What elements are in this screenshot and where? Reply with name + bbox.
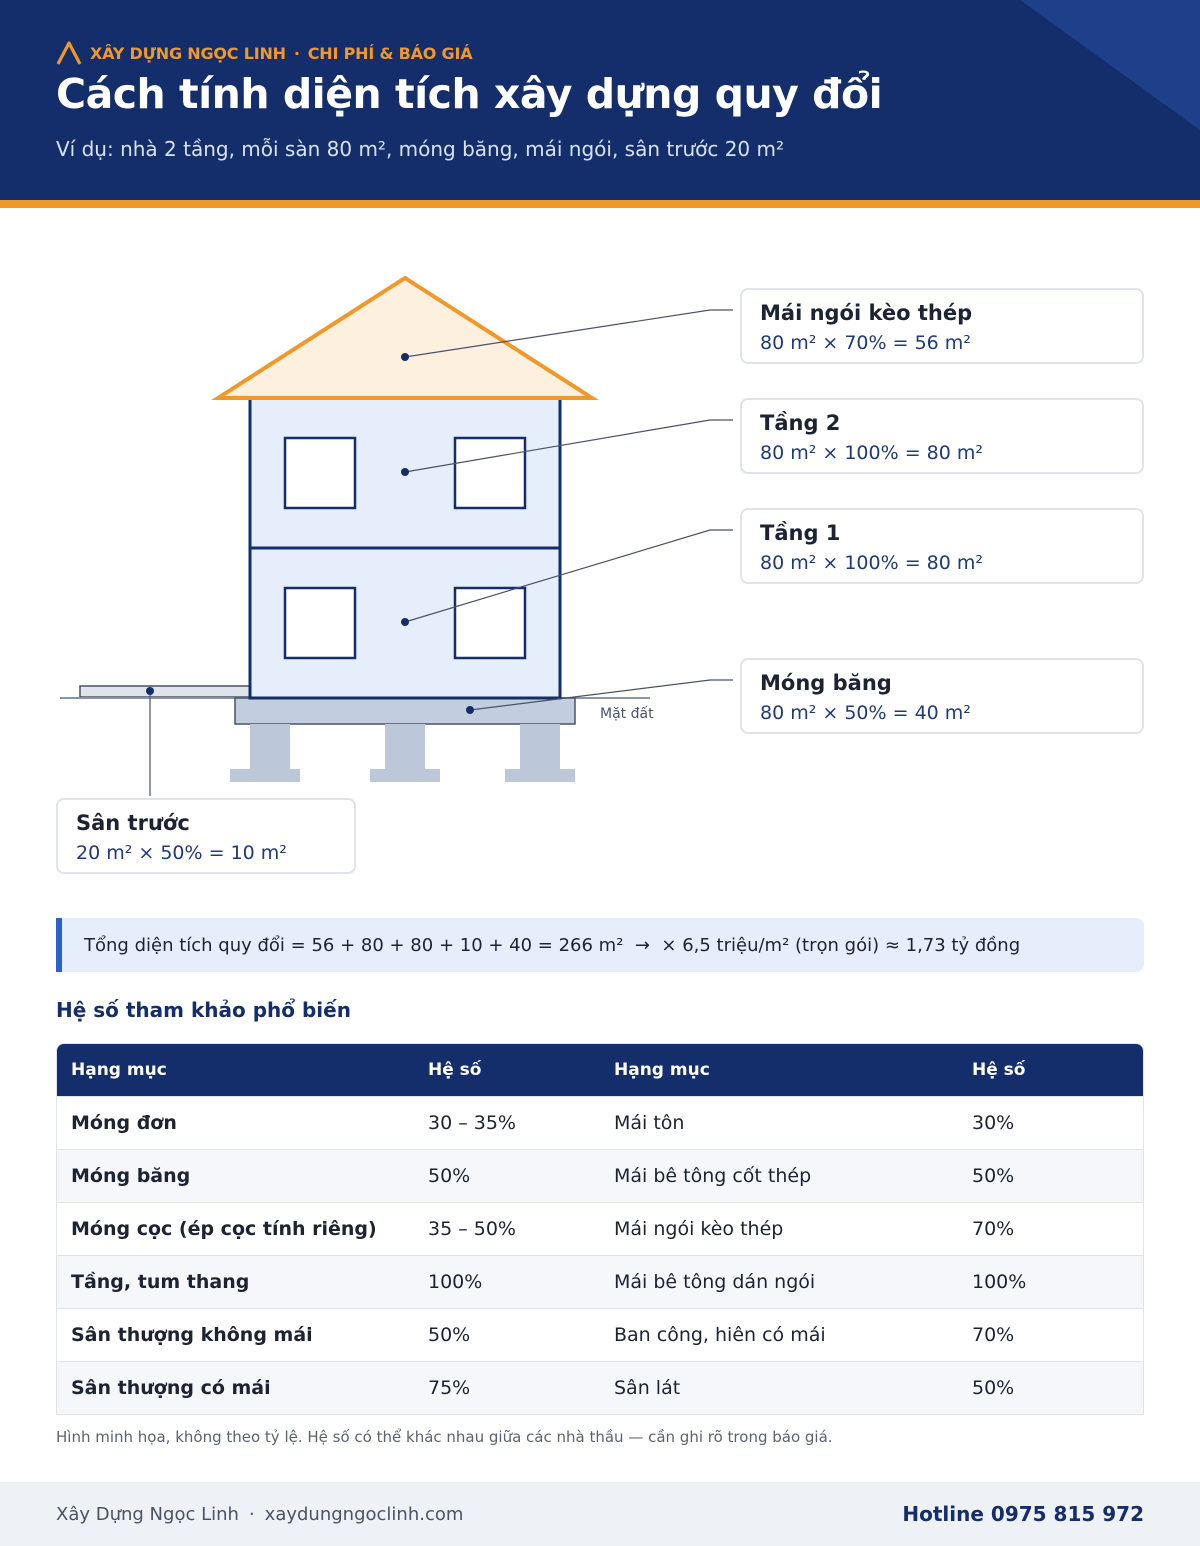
footing-middle-base bbox=[370, 769, 440, 782]
callout-yard bbox=[56, 798, 356, 874]
table-cell: 75% bbox=[414, 1361, 600, 1414]
callout-yard-calc: 20 m² × 50% = 10 m² bbox=[76, 842, 287, 864]
table-cell: Mái ngói kèo thép bbox=[600, 1202, 958, 1255]
footing-right-column bbox=[520, 724, 560, 770]
coefficients-title: Hệ số tham khảo phổ biến bbox=[56, 998, 351, 1022]
brand-name: XÂY DỰNG NGỌC LINH bbox=[90, 43, 286, 63]
brand-separator: · bbox=[293, 43, 300, 63]
dot-yard bbox=[146, 687, 154, 695]
ground-label: Mặt đất bbox=[600, 706, 654, 722]
table-cell: 70% bbox=[958, 1308, 1144, 1361]
callout-roof-title: Mái ngói kèo thép bbox=[760, 301, 973, 325]
brand-line bbox=[56, 40, 472, 66]
callout-yard-title: Sân trước bbox=[76, 811, 190, 835]
page-footer bbox=[0, 1482, 1200, 1546]
table-cell: 50% bbox=[414, 1308, 600, 1361]
footnote: Hình minh họa, không theo tỷ lệ. Hệ số có thể khác nhau giữa các nhà thầu — cần ghi rõ trong báo giá. bbox=[56, 1428, 833, 1446]
footer-hotline[interactable]: Hotline 0975 815 972 bbox=[902, 1502, 1144, 1526]
callout-floor1 bbox=[740, 508, 1144, 584]
footer-website-link[interactable]: xaydungngoclinh.com bbox=[264, 1503, 464, 1525]
brand-category: CHI PHÍ & BÁO GIÁ bbox=[307, 43, 473, 63]
table-cell: Sân thượng không mái bbox=[57, 1308, 414, 1361]
table-cell: Móng băng bbox=[57, 1149, 414, 1202]
page-header bbox=[0, 0, 1200, 200]
callout-floor1-title: Tầng 1 bbox=[760, 521, 841, 545]
header-category-2: Hạng mục bbox=[600, 1044, 958, 1096]
table-header-row bbox=[57, 1044, 1144, 1096]
foundation-beam bbox=[235, 698, 575, 724]
table-cell: 50% bbox=[958, 1149, 1144, 1202]
window-floor2-right bbox=[455, 438, 525, 508]
callout-floor2-title: Tầng 2 bbox=[760, 411, 841, 435]
table-cell: Mái bê tông cốt thép bbox=[600, 1149, 958, 1202]
table-row bbox=[57, 1361, 1144, 1414]
window-floor1-left bbox=[285, 588, 355, 658]
header-coefficient-2: Hệ số bbox=[958, 1044, 1144, 1096]
footer-separator: · bbox=[248, 1503, 255, 1525]
a-frame-logo-icon bbox=[56, 41, 82, 65]
table-cell: 35 – 50% bbox=[414, 1202, 600, 1255]
footing-left-column bbox=[250, 724, 290, 770]
table-cell: 50% bbox=[414, 1149, 600, 1202]
table-cell: 100% bbox=[958, 1255, 1144, 1308]
table-cell: Sân lát bbox=[600, 1361, 958, 1414]
callout-foundation-calc: 80 m² × 50% = 40 m² bbox=[760, 702, 971, 724]
table-cell: Tầng, tum thang bbox=[57, 1255, 414, 1308]
table-row bbox=[57, 1202, 1144, 1255]
callout-foundation-title: Móng băng bbox=[760, 671, 892, 695]
table-cell: 50% bbox=[958, 1361, 1144, 1414]
callout-roof bbox=[740, 288, 1144, 364]
header-corner-decoration bbox=[1020, 0, 1200, 130]
table-cell: Móng đơn bbox=[57, 1096, 414, 1149]
table-cell: Mái bê tông dán ngói bbox=[600, 1255, 958, 1308]
front-yard-slab bbox=[80, 686, 250, 697]
roof-triangle bbox=[218, 278, 592, 398]
table-cell: 70% bbox=[958, 1202, 1144, 1255]
foundation-footings bbox=[230, 724, 575, 782]
table-row bbox=[57, 1149, 1144, 1202]
coefficients-table bbox=[56, 1043, 1144, 1415]
page-title: Cách tính diện tích xây dựng quy đổi bbox=[56, 70, 883, 118]
table-cell: 30% bbox=[958, 1096, 1144, 1149]
dot-roof bbox=[401, 353, 409, 361]
dot-foundation bbox=[466, 706, 474, 714]
callout-floor1-calc: 80 m² × 100% = 80 m² bbox=[760, 552, 983, 574]
callout-foundation bbox=[740, 658, 1144, 734]
table-cell: Móng cọc (ép cọc tính riêng) bbox=[57, 1202, 414, 1255]
footer-company-info bbox=[56, 1482, 463, 1546]
callout-roof-calc: 80 m² × 70% = 56 m² bbox=[760, 332, 971, 354]
callout-floor2-calc: 80 m² × 100% = 80 m² bbox=[760, 442, 983, 464]
table-cell: 30 – 35% bbox=[414, 1096, 600, 1149]
header-accent-bar bbox=[0, 200, 1200, 208]
footing-middle-column bbox=[385, 724, 425, 770]
page-subtitle: Ví dụ: nhà 2 tầng, mỗi sàn 80 m², móng băng, mái ngói, sân trước 20 m² bbox=[56, 137, 785, 161]
table-row bbox=[57, 1096, 1144, 1149]
callout-floor2 bbox=[740, 398, 1144, 474]
header-coefficient-1: Hệ số bbox=[414, 1044, 600, 1096]
total-summary-text: Tổng diện tích quy đổi = 56 + 80 + 80 + 10 + 40 = 266 m² → × 6,5 triệu/m² (trọn gói) ≈ 1,73 tỷ đồng bbox=[84, 934, 1021, 956]
header-category-1: Hạng mục bbox=[57, 1044, 414, 1096]
table-cell: Sân thượng có mái bbox=[57, 1361, 414, 1414]
window-floor1-right bbox=[455, 588, 525, 658]
total-summary bbox=[56, 918, 1144, 972]
footer-company: Xây Dựng Ngọc Linh bbox=[56, 1503, 239, 1525]
dot-floor2 bbox=[401, 468, 409, 476]
dot-floor1 bbox=[401, 618, 409, 626]
table-cell: 100% bbox=[414, 1255, 600, 1308]
window-floor2-left bbox=[285, 438, 355, 508]
table-row bbox=[57, 1255, 1144, 1308]
table-row bbox=[57, 1308, 1144, 1361]
footing-right-base bbox=[505, 769, 575, 782]
table-cell: Mái tôn bbox=[600, 1096, 958, 1149]
footing-left-base bbox=[230, 769, 300, 782]
table-cell: Ban công, hiên có mái bbox=[600, 1308, 958, 1361]
